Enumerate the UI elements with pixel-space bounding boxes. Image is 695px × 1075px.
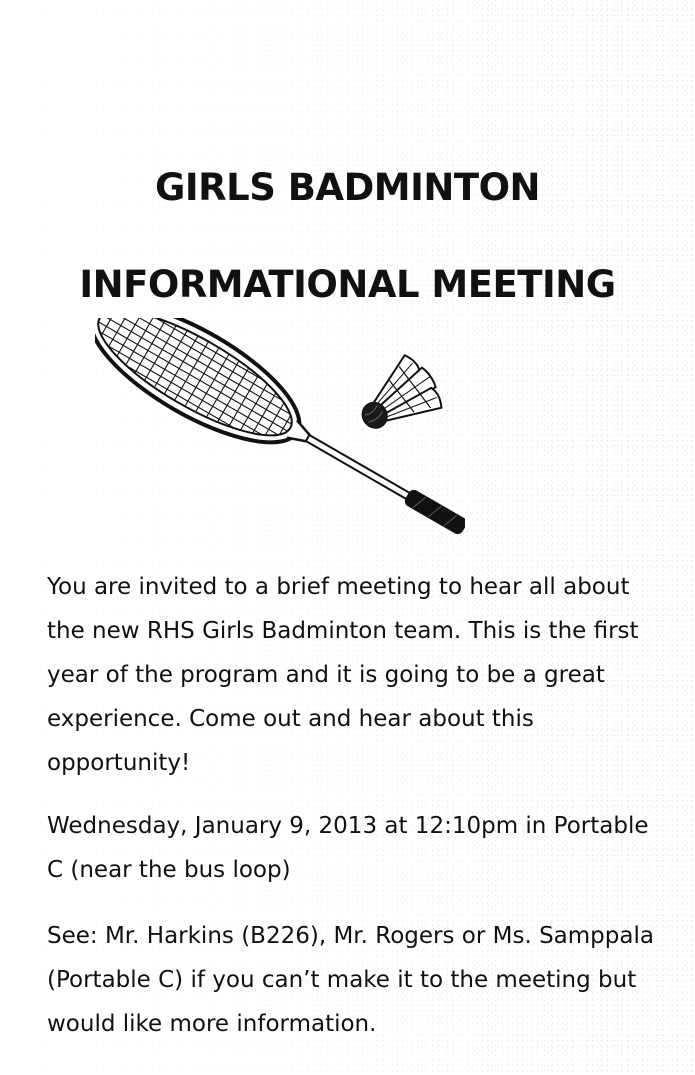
badminton-racket-icon — [95, 318, 465, 563]
badminton-illustration — [95, 318, 465, 563]
meeting-time-location: Wednesday, January 9, 2013 at 12:10pm in Portable C (near the bus loop) — [47, 813, 649, 883]
flyer-subtitle: INFORMATIONAL MEETING — [79, 263, 616, 306]
shuttlecock-icon — [347, 350, 449, 448]
contact-paragraph: See: Mr. Harkins (B226), Mr. Rogers or Ms. Samppala (Portable C) if you can’t make it to the meeting but would like more information. — [47, 923, 654, 1037]
flyer-title: GIRLS BADMINTON — [155, 166, 540, 209]
invitation-paragraph: You are invited to a brief meeting to hear all about the new RHS Girls Badminton team. This is the first year of the program and it is going to be a great experience. Come out and hear about this opportunity! — [47, 574, 639, 776]
